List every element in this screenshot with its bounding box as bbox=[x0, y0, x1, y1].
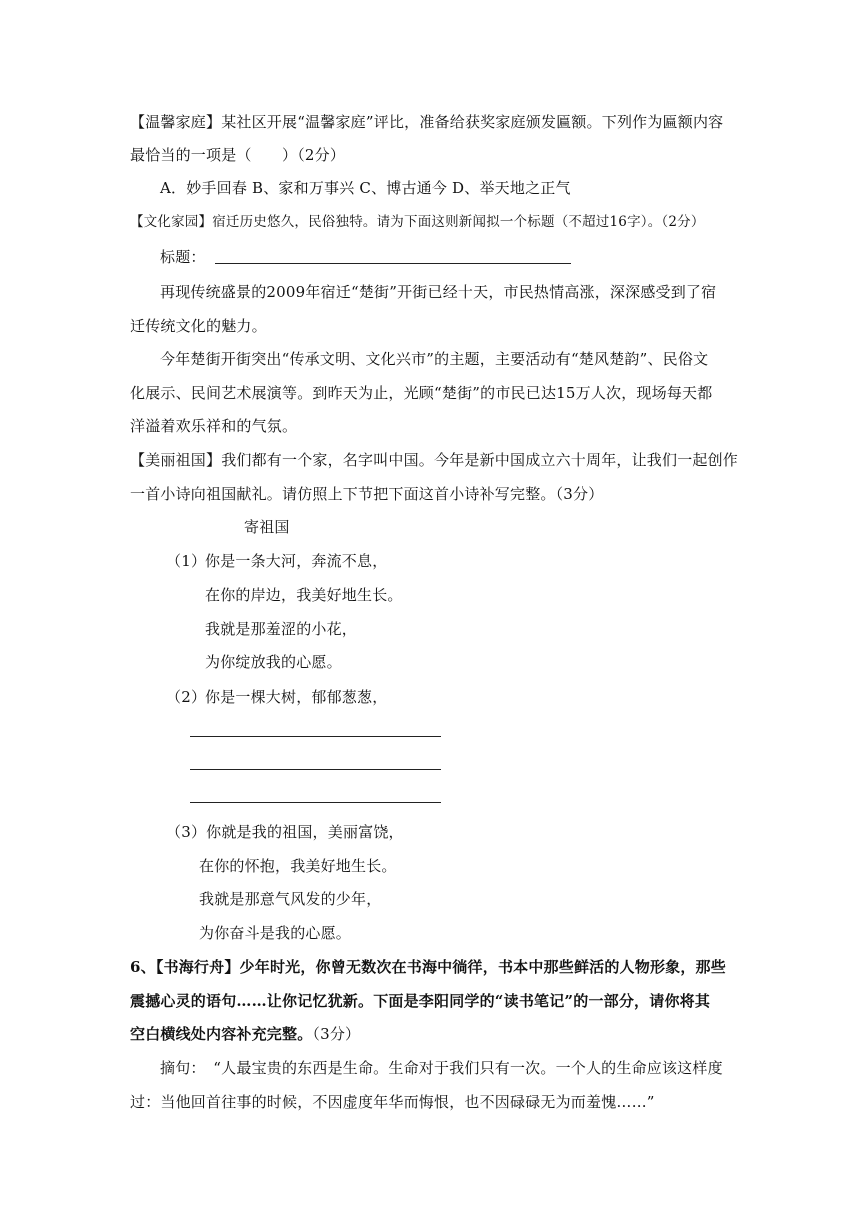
stanza2-number: （2） bbox=[166, 688, 207, 706]
q6-line3 bbox=[130, 1024, 360, 1044]
stanza3-line3: 我就是那意气风发的少年， bbox=[199, 890, 382, 908]
stanza2-line1: 你是一棵大树，郁郁葱葱， bbox=[205, 688, 388, 706]
q6-excerpt-line1: 摘句： “人最宝贵的东西是生命。生命对于我们只有一次。一个人的生命应该这样度 bbox=[160, 1059, 723, 1077]
stanza1-number: （1） bbox=[166, 552, 207, 570]
family-question-line2: 最恰当的一项是（ ）（2分） bbox=[130, 146, 346, 164]
stanza3-line4: 为你奋斗是我的心愿。 bbox=[199, 924, 352, 942]
stanza1-line3: 我就是那羞涩的小花， bbox=[205, 620, 358, 638]
title-answer-blank bbox=[215, 263, 571, 264]
q6-score: （3分） bbox=[312, 1025, 361, 1043]
news-paragraph1-line1: 再现传统盛景的2009年宿迁“楚街”开街已经十天，市民热情高涨，深深感受到了宿 bbox=[160, 283, 717, 301]
stanza3-line2: 在你的怀抱，我美好地生长。 bbox=[199, 857, 397, 875]
stanza1-line1: 你是一条大河，奔流不息， bbox=[205, 552, 388, 570]
family-question-line1: 【温馨家庭】某社区开展“温馨家庭”评比，准备给获奖家庭颁发匾额。下列作为匾额内容 bbox=[130, 113, 724, 131]
stanza1-line4: 为你绽放我的心愿。 bbox=[205, 653, 342, 671]
title-label: 标题： bbox=[160, 248, 206, 266]
motherland-question-line1: 【美丽祖国】我们都有一个家，名字叫中国。今年是新中国成立六十周年，让我们一起创作 bbox=[130, 451, 739, 469]
news-paragraph1-line2: 迁传统文化的魅力。 bbox=[130, 317, 267, 335]
news-paragraph2-line2: 化展示、民间艺术展演等。到昨天为止，光顾“楚街”的市民已达15万人次，现场每天都 bbox=[130, 384, 713, 402]
culture-question-prompt: 【文化家园】宿迁历史悠久，民俗独特。请为下面这则新闻拟一个标题（不超过16字）。（2分） bbox=[130, 214, 705, 230]
news-paragraph2-line3: 洋溢着欢乐祥和的气氛。 bbox=[130, 417, 298, 435]
news-paragraph2-line1: 今年楚街开街突出“传承文明、文化兴市”的主题，主要活动有“楚风楚韵”、民俗文 bbox=[160, 350, 709, 368]
q6-line2: 震撼心灵的语句……让你记忆犹新。下面是李阳同学的“读书笔记”的一部分，请你将其 bbox=[130, 992, 711, 1010]
stanza3-line1: （3）你就是我的祖国，美丽富饶， bbox=[166, 823, 404, 841]
stanza2-blank-line2 bbox=[190, 769, 441, 770]
q6-line3-text: 空白横线处内容补充完整。 bbox=[130, 1025, 313, 1043]
q6-excerpt-line2: 过：当他回首往事的时候，不因虚度年华而悔恨，也不因碌碌无为而羞愧……” bbox=[130, 1093, 655, 1111]
stanza2-blank-line1 bbox=[190, 736, 441, 737]
poem-title: 寄祖国 bbox=[244, 518, 290, 536]
family-options: A．妙手回春 B、家和万事兴 C、博古通今 D、举天地之正气 bbox=[160, 179, 571, 197]
q6-line1: 6、【书海行舟】少年时光，你曾无数次在书海中徜徉，书本中那些鲜活的人物形象，那些 bbox=[130, 958, 726, 976]
stanza2-blank-line3 bbox=[190, 802, 441, 803]
stanza1-line2: 在你的岸边，我美好地生长。 bbox=[205, 586, 403, 604]
motherland-question-line2: 一首小诗向祖国献礼。请仿照上下节把下面这首小诗补写完整。（3分） bbox=[130, 485, 604, 503]
